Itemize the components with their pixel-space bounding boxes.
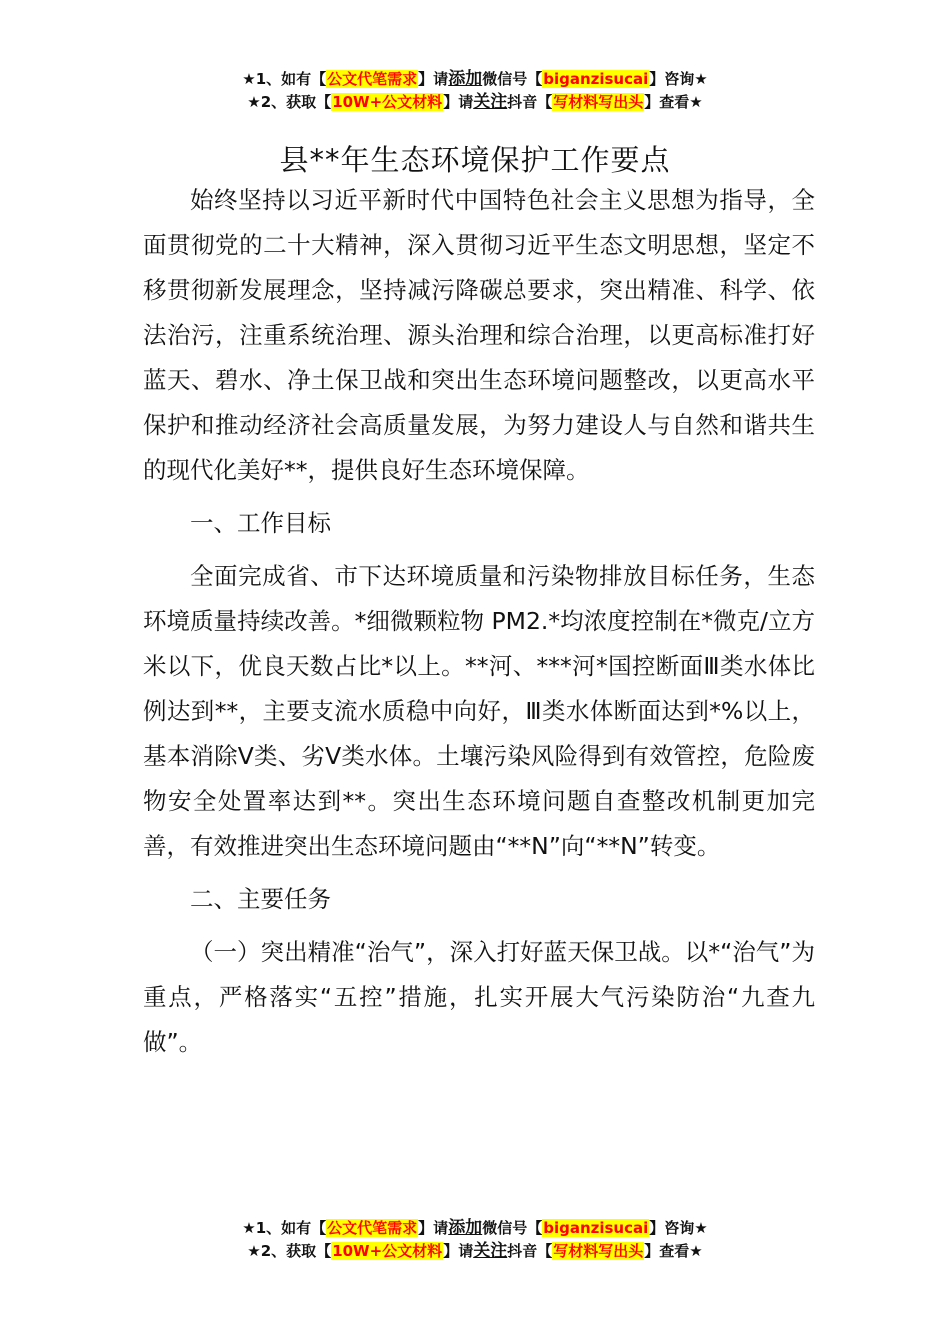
wechat-id: biganzisucai — [543, 70, 649, 88]
header-banner — [0, 68, 950, 114]
highlight-materials: 10W+公文材料 — [332, 1242, 443, 1260]
emphasis-follow: 关注 — [473, 92, 508, 112]
goals-paragraph: 全面完成省、市下达环境质量和污染物排放目标任务，生态环境质量持续改善。*细微颗粒物 PM2.*均浓度控制在*微克/立方米以下，优良天数占比*以上。**河、***河*国控断面Ⅲ类水体比例达到**，主要支流水质稳中向好，Ⅲ类水体断面达到*%以上，基本消除Ⅴ类、劣Ⅴ类水体。土壤污染风险得到有效管控，危险废物安全处置率达到**。突出生态环境问题自查整改机制更加完善，有效推进突出生态环境问题由“**N”向“**N”转变。 — [143, 562, 815, 860]
task-paragraph-1: （一）突出精准“治气”，深入打好蓝天保卫战。以*“治气”为重点，严格落实“五控”措施，扎实开展大气污染防治“九查九做”。 — [143, 938, 815, 1056]
document-title: 县**年生态环境保护工作要点 — [279, 143, 671, 178]
douyin-account: 写材料写出头 — [553, 1242, 644, 1260]
emphasis-add: 添加 — [448, 1218, 483, 1238]
emphasis-add: 添加 — [448, 69, 483, 89]
emphasis-follow: 关注 — [473, 1241, 508, 1261]
footer-banner — [0, 1217, 950, 1263]
section-heading-goals: 一、工作目标 — [190, 509, 331, 537]
banner-line-2: ★2、获取【10W+公文材料】请关注抖音【写材料写出头】查看★ — [247, 92, 703, 112]
banner-line-1: ★1、如有【公文代笔需求】请添加微信号【biganzisucai】咨询★ — [242, 69, 708, 89]
footer-banner-line-1: ★1、如有【公文代笔需求】请添加微信号【biganzisucai】咨询★ — [242, 1218, 708, 1238]
section-heading-tasks: 二、主要任务 — [190, 885, 331, 913]
highlight-materials: 10W+公文材料 — [332, 93, 443, 111]
douyin-account: 写材料写出头 — [553, 93, 644, 111]
document-body — [143, 178, 815, 1073]
highlight-service: 公文代笔需求 — [327, 70, 418, 88]
intro-paragraph: 始终坚持以习近平新时代中国特色社会主义思想为指导，全面贯彻党的二十大精神，深入贯彻习近平生态文明思想，坚定不移贯彻新发展理念，坚持减污降碳总要求，突出精准、科学、依法治污，注重系统治理、源头治理和综合治理，以更高标准打好蓝天、碧水、净土保卫战和突出生态环境问题整改，以更高水平保护和推动经济社会高质量发展，为努力建设人与自然和谐共生的现代化美好**，提供良好生态环境保障。 — [143, 186, 815, 484]
footer-banner-line-2: ★2、获取【10W+公文材料】请关注抖音【写材料写出头】查看★ — [247, 1241, 703, 1261]
highlight-service: 公文代笔需求 — [327, 1219, 418, 1237]
wechat-id: biganzisucai — [543, 1219, 649, 1237]
